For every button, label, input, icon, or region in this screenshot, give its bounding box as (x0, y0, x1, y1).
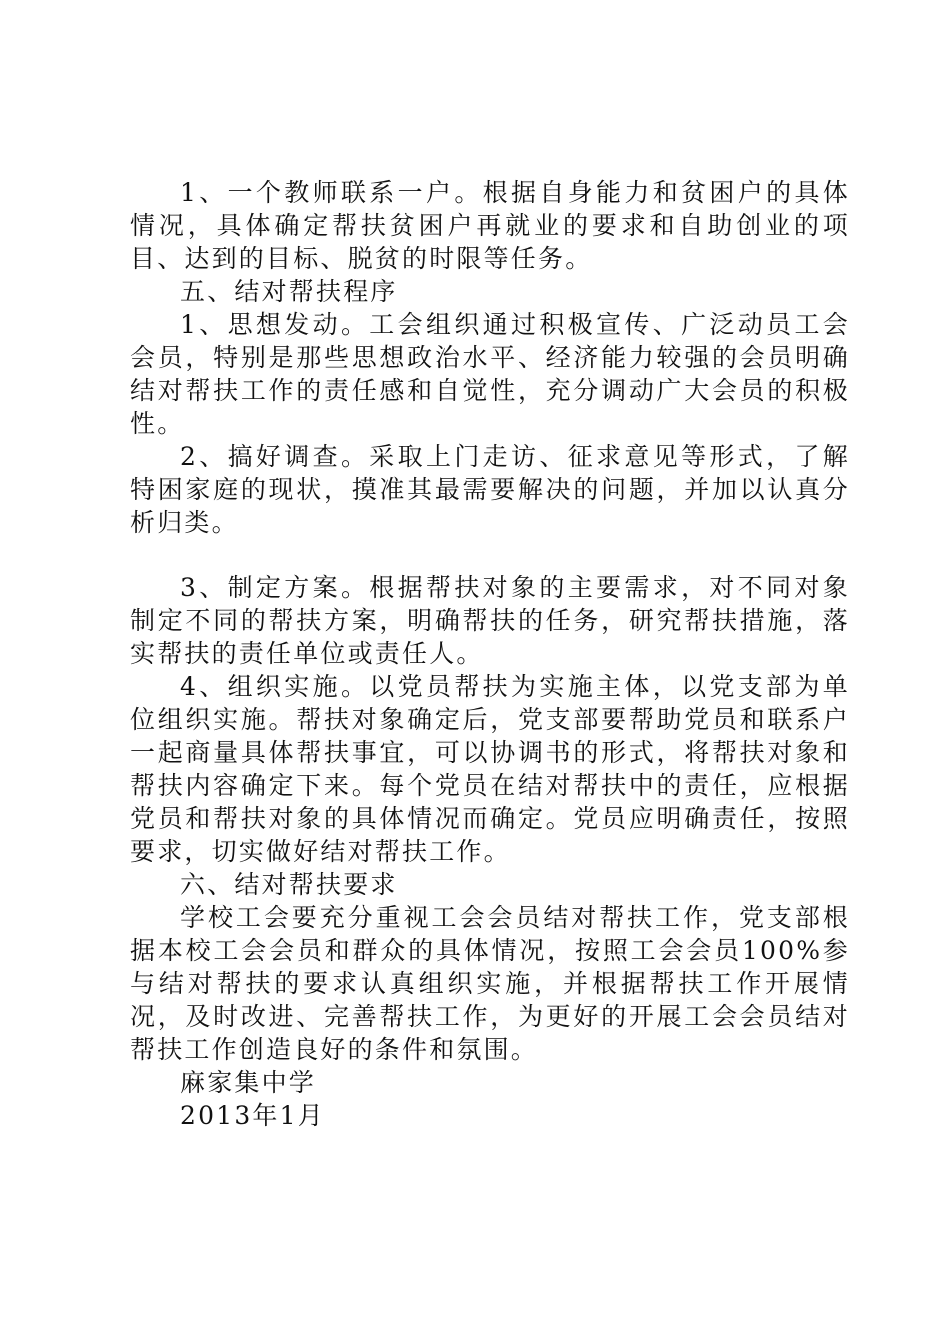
signature-date: 2013年1月 (180, 1101, 325, 1130)
signature-school-name: 麻家集中学 (180, 1068, 317, 1097)
section-heading-requirements: 六、结对帮扶要求 (180, 870, 398, 899)
paragraph-investigation: 2、搞好调查。采取上门走访、征求意见等形式，了解特困家庭的现状，摸准其最需要解决的问题，并加以认真分析归类。 (130, 442, 850, 537)
paragraph-gap (130, 539, 850, 571)
paragraph-requirements: 学校工会要充分重视工会会员结对帮扶工作，党支部根据本校工会会员和群众的具体情况，按照工会会员100%参与结对帮扶的要求认真组织实施，并根据帮扶工作开展情况，及时改进、完善帮扶工作，为更好的开展工会会员结对帮扶工作创造良好的条件和氛围。 (130, 903, 850, 1064)
section-heading-procedure: 五、结对帮扶程序 (180, 277, 398, 306)
paragraph-implementation: 4、组织实施。以党员帮扶为实施主体，以党支部为单位组织实施。帮扶对象确定后，党支部要帮助党员和联系户一起商量具体帮扶事宜，可以协调书的形式，将帮扶对象和帮扶内容确定下来。每个党员在结对帮扶中的责任，应根据党员和帮扶对象的具体情况而确定。党员应明确责任，按照要求，切实做好结对帮扶工作。 (130, 672, 850, 866)
paragraph-mobilization: 1、思想发动。工会组织通过积极宣传、广泛动员工会会员，特别是那些思想政治水平、经济能力较强的会员明确结对帮扶工作的责任感和自觉性，充分调动广大会员的积极性。 (130, 310, 850, 438)
paragraph-contact-household: 1、一个教师联系一户。根据自身能力和贫困户的具体情况，具体确定帮扶贫困户再就业的要求和自助创业的项目、达到的目标、脱贫的时限等任务。 (130, 178, 850, 273)
document-body (130, 176, 850, 1132)
paragraph-plan: 3、制定方案。根据帮扶对象的主要需求，对不同对象制定不同的帮扶方案，明确帮扶的任务，研究帮扶措施，落实帮扶的责任单位或责任人。 (130, 573, 850, 668)
